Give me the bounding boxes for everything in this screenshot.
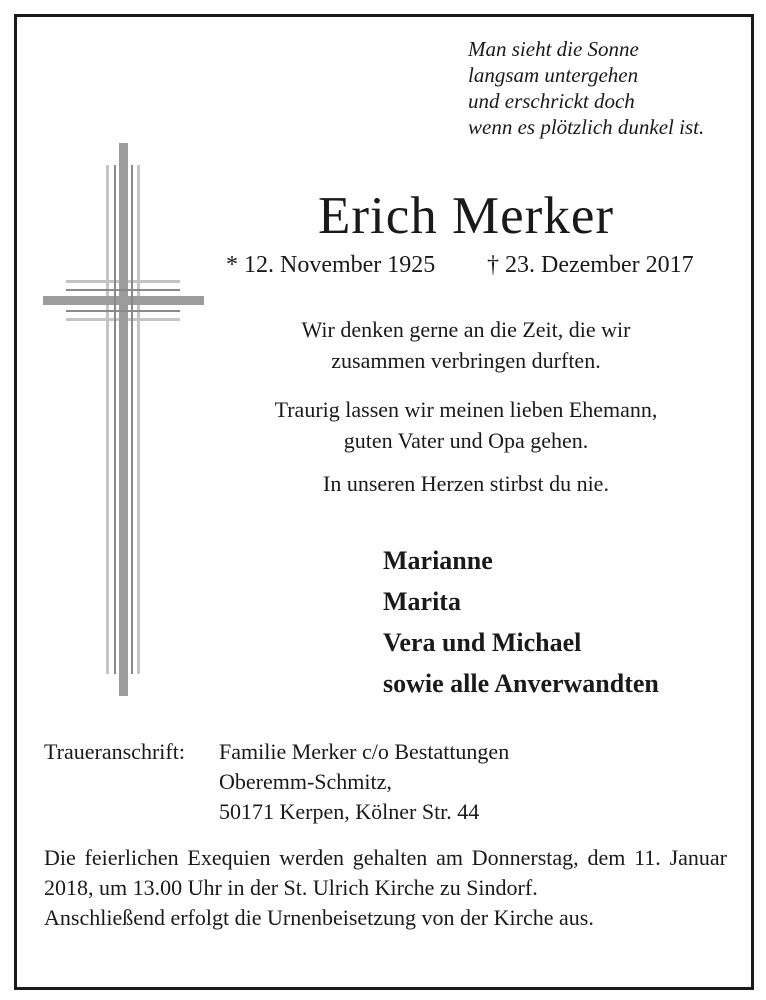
motto-line: wenn es plötzlich dunkel ist.: [468, 115, 705, 139]
verse-stanza: [200, 394, 732, 456]
address-label: Traueranschrift:: [44, 739, 185, 764]
mourner-name: Marianne: [383, 546, 493, 575]
service-paragraph: Die feierlichen Exequien werden gehalten am Donnerstag, dem 11. Januar 2018, um 13.00 Uhr in der St. Ulrich Kirche zu Sindorf.: [44, 845, 727, 900]
address-line: 50171 Kerpen, Kölner Str. 44: [219, 799, 480, 824]
address-line: Oberemm-Schmitz,: [219, 769, 392, 794]
verse-line: In unseren Herzen stirbst du nie.: [323, 471, 609, 496]
address-line: Familie Merker c/o Bestattungen: [219, 739, 510, 764]
motto-line: langsam untergehen: [468, 63, 639, 87]
motto-poem: [468, 36, 738, 140]
motto-line: Man sieht die Sonne: [468, 37, 639, 61]
verse-line: guten Vater und Opa gehen.: [343, 428, 589, 453]
verse-stanza: [200, 468, 732, 499]
mourners-list: [383, 540, 659, 704]
verse-line: Wir denken gerne an die Zeit, die wir: [301, 317, 631, 342]
verse-line: Traurig lassen wir meinen lieben Ehemann,: [274, 397, 658, 422]
mourner-name: Vera und Michael: [383, 628, 582, 657]
birth-date: * 12. November 1925: [226, 252, 436, 278]
deceased-name: Erich Merker: [318, 187, 614, 245]
death-date: † 23. Dezember 2017: [487, 252, 694, 278]
service-info: [44, 843, 727, 933]
verse-line: zusammen verbringen durften.: [331, 348, 601, 373]
motto-line: und erschrickt doch: [468, 89, 635, 113]
address-lines: [219, 737, 509, 827]
verse-stanza: [200, 314, 732, 376]
burial-note: Anschließend erfolgt die Urnenbeisetzung von der Kirche aus.: [44, 905, 594, 930]
mourner-name: sowie alle Anverwandten: [383, 669, 659, 698]
mourner-name: Marita: [383, 587, 461, 616]
